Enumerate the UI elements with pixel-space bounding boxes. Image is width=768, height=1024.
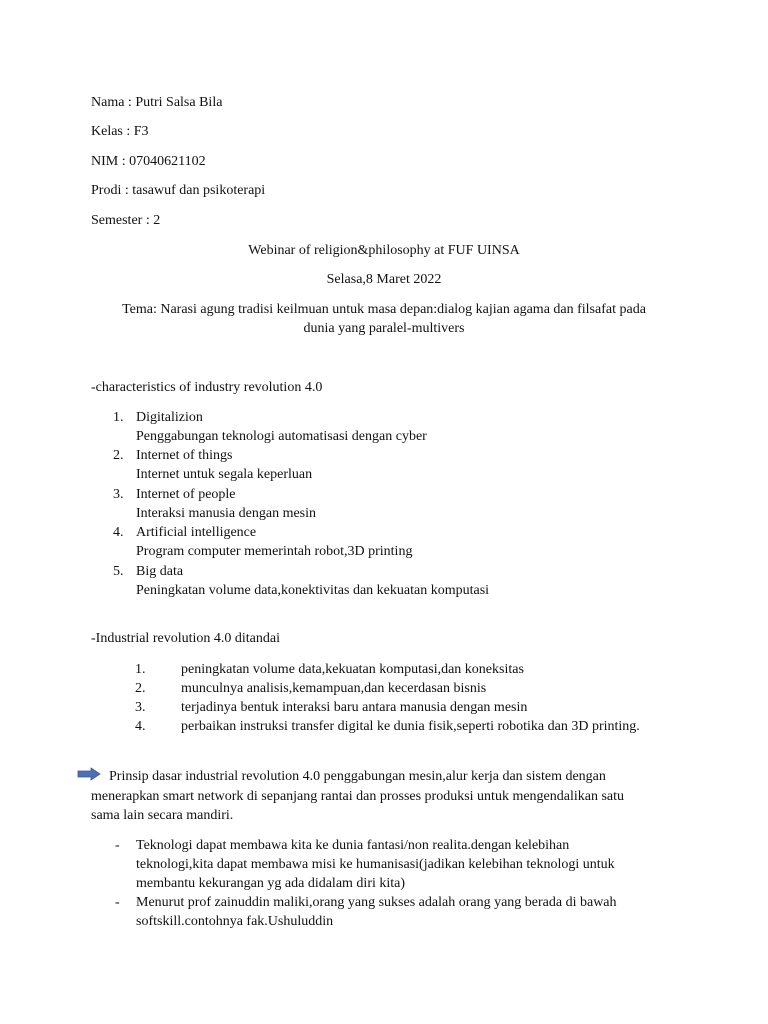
event-theme-line-1: Tema: Narasi agung tradisi keilmuan untuk masa depan:dialog kajian agama dan filsafat pada bbox=[122, 302, 646, 317]
notes-item-line: softskill.contohnya fak.Ushuluddin bbox=[136, 914, 334, 929]
student-semester: Semester : 2 bbox=[91, 213, 161, 228]
ditandai-item-text: terjadinya bentuk interaksi baru antara manusia dengan mesin bbox=[181, 700, 528, 715]
characteristics-item-number: 3. bbox=[113, 487, 124, 502]
notes-bullet: - bbox=[115, 895, 120, 910]
ditandai-item-number: 4. bbox=[135, 719, 146, 734]
event-theme-line-2: dunia yang paralel-multivers bbox=[303, 321, 465, 336]
characteristics-item-desc: Program computer memerintah robot,3D printing bbox=[136, 544, 413, 559]
characteristics-item-desc: Peningkatan volume data,konektivitas dan kekuatan komputasi bbox=[136, 583, 490, 598]
characteristics-item-title: Digitalizion bbox=[136, 410, 203, 425]
characteristics-item-title: Artificial intelligence bbox=[136, 525, 257, 540]
student-prodi: Prodi : tasawuf dan psikoterapi bbox=[91, 183, 266, 198]
characteristics-item-desc: Internet untuk segala keperluan bbox=[136, 467, 313, 482]
ditandai-item-number: 2. bbox=[135, 681, 146, 696]
ditandai-heading: -Industrial revolution 4.0 ditandai bbox=[91, 631, 280, 646]
student-name: Nama : Putri Salsa Bila bbox=[91, 95, 223, 110]
ditandai-item-number: 1. bbox=[135, 662, 146, 677]
student-nim: NIM : 07040621102 bbox=[91, 154, 206, 169]
right-arrow-icon bbox=[77, 767, 101, 781]
characteristics-item-number: 4. bbox=[113, 525, 124, 540]
ditandai-item-number: 3. bbox=[135, 700, 146, 715]
ditandai-item-text: munculnya analisis,kemampuan,dan kecerdasan bisnis bbox=[181, 681, 487, 696]
notes-item-line: teknologi,kita dapat membawa misi ke humanisasi(jadikan kelebihan teknologi untuk bbox=[136, 857, 615, 872]
characteristics-item-number: 2. bbox=[113, 448, 124, 463]
notes-item-line: membantu kekurangan yg ada didalam diri kita) bbox=[136, 876, 406, 891]
notes-item-line: Teknologi dapat membawa kita ke dunia fantasi/non realita.dengan kelebihan bbox=[136, 838, 570, 853]
prinsip-line-1: Prinsip dasar industrial revolution 4.0 penggabungan mesin,alur kerja dan sistem dengan bbox=[109, 769, 606, 784]
prinsip-line-2: menerapkan smart network di sepanjang rantai dan prosses produksi untuk mengendalikan satu bbox=[91, 789, 625, 804]
prinsip-line-3: sama lain secara mandiri. bbox=[91, 808, 234, 823]
characteristics-item-title: Internet of things bbox=[136, 448, 233, 463]
ditandai-item-text: peningkatan volume data,kekuatan komputasi,dan koneksitas bbox=[181, 662, 524, 677]
characteristics-item-title: Big data bbox=[136, 564, 184, 579]
event-title: Webinar of religion&philosophy at FUF UINSA bbox=[248, 243, 520, 258]
ditandai-item-text: perbaikan instruksi transfer digital ke dunia fisik,seperti robotika dan 3D printing. bbox=[181, 719, 640, 734]
characteristics-item-title: Internet of people bbox=[136, 487, 236, 502]
student-class: Kelas : F3 bbox=[91, 124, 149, 139]
notes-item-line: Menurut prof zainuddin maliki,orang yang sukses adalah orang yang berada di bawah bbox=[136, 895, 617, 910]
characteristics-item-desc: Interaksi manusia dengan mesin bbox=[136, 506, 317, 521]
event-date: Selasa,8 Maret 2022 bbox=[326, 272, 442, 287]
characteristics-heading: -characteristics of industry revolution 4.0 bbox=[91, 380, 323, 395]
characteristics-item-number: 5. bbox=[113, 564, 124, 579]
characteristics-item-number: 1. bbox=[113, 410, 124, 425]
notes-bullet: - bbox=[115, 838, 120, 853]
characteristics-item-desc: Penggabungan teknologi automatisasi dengan cyber bbox=[136, 429, 427, 444]
